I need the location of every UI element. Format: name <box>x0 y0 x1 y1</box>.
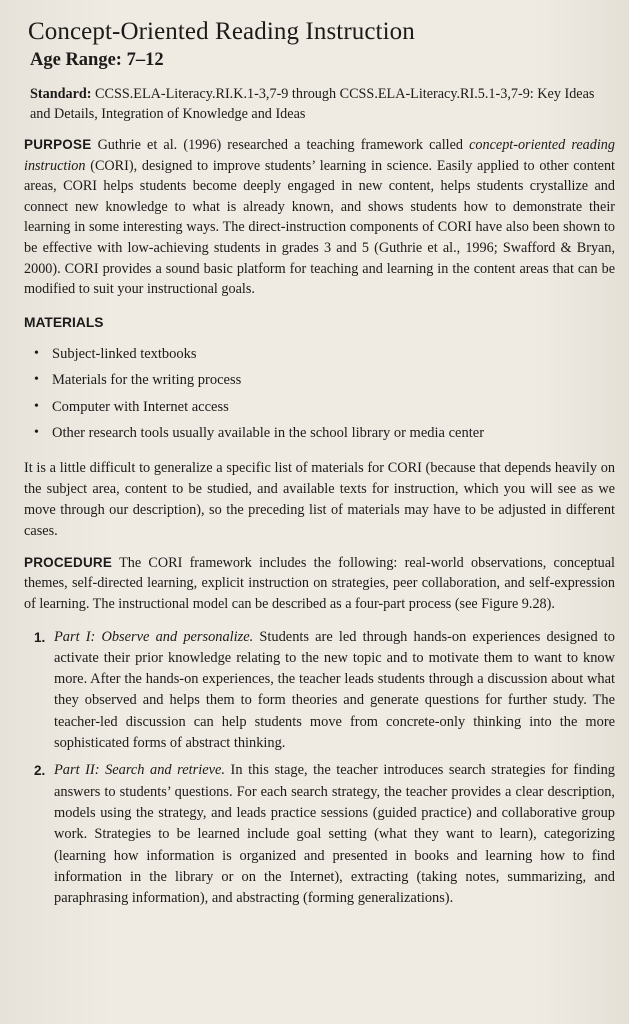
step-text: Students are led through hands-on experiences designed to activate their prior knowledge relating to the new topic and to motivate them to want to know more. After the hands-on experiences, the teacher leads students through a discussion about what they observed and helps them to form theories and generate questions for further study. The teacher-led discussion can help students move from concrete-only thinking into the more sophisticated forms of abstract thinking. <box>54 628 615 752</box>
step-number: 2. <box>34 763 46 779</box>
step-title: Part II: Search and retrieve. <box>54 762 225 779</box>
procedure-intro: The CORI framework includes the following: real-world observations, conceptual themes, self-directed learning, explicit instruction on strategies, peer collaboration, and self-expression of learning. The instructional model can be described as a four-part process (see Figure 9.28). <box>24 554 615 612</box>
list-item-text: Other research tools usually available in the school library or media center <box>52 425 485 442</box>
procedure-steps <box>24 627 615 910</box>
list-item <box>32 420 615 447</box>
procedure-step <box>24 760 615 909</box>
standard-label: Standard: <box>30 86 92 102</box>
standard-paragraph <box>30 84 615 124</box>
procedure-heading: PROCEDURE <box>24 554 113 570</box>
purpose-paragraph <box>24 135 615 300</box>
list-item <box>32 394 615 421</box>
purpose-italic-term: concept-oriented reading instruction <box>24 137 615 174</box>
list-item-text: Computer with Internet access <box>52 398 229 415</box>
procedure-paragraph <box>24 553 615 615</box>
purpose-heading: PURPOSE <box>24 137 92 152</box>
bullet-icon: • <box>34 372 39 388</box>
bullet-icon: • <box>34 345 39 361</box>
procedure-step <box>24 627 615 755</box>
bullet-icon: • <box>34 398 39 414</box>
materials-note: It is a little difficult to generalize a specific list of materials for CORI (because that depends heavily on the subject area, content to be studied, and available texts for instruction, which you will see as we move through our description), so the preceding list of materials may have to be adjusted in different cases. <box>24 459 615 539</box>
step-number: 1. <box>34 629 46 645</box>
list-item <box>32 367 615 394</box>
age-range: Age Range: 7–12 <box>30 50 164 70</box>
step-title: Part I: Observe and personalize. <box>54 628 254 645</box>
materials-list <box>24 341 615 447</box>
materials-heading: MATERIALS <box>24 314 104 330</box>
step-text: In this stage, the teacher introduces search strategies for finding answers to students’ questions. For each search strategy, the teacher provides a clear description, models using the strategy, and leads practice sessions (guided practice) and collaborative group work. Strategies to be learned include goal setting (what they want to learn), categorizing (learning how information is organized and presented in books and learning how to find information in the library or on the Internet), extracting (taking notes, summarizing, and paraphrasing information), and abstracting (forming generalizations). <box>54 762 615 907</box>
list-item-text: Materials for the writing process <box>52 372 242 389</box>
list-item-text: Subject-linked textbooks <box>52 345 197 362</box>
page-title: Concept-Oriented Reading Instruction <box>28 18 415 45</box>
bullet-icon: • <box>34 425 39 441</box>
standard-text: CCSS.ELA-Literacy.RI.K.1-3,7-9 through CCSS.ELA-Literacy.RI.5.1-3,7-9: Key Ideas and Details, Integration of Knowledge and Ideas <box>30 86 595 122</box>
purpose-text-2: (CORI), designed to improve students’ learning in science. Easily applied to other content areas, CORI helps students become deeply engaged in new content, helps students crystallize and connect new knowledge to what is already known, and shows students how to demonstrate their learning in some interesting ways. The direct-instruction components of CORI have also been shown to be effective with low-achieving students in grades 3 and 5 (Guthrie et al., 1996; Swafford & Bryan, 2000). CORI provides a sound basic platform for teaching and learning in the content areas that can be modified to suit your instructional goals. <box>24 157 615 298</box>
list-item <box>32 341 615 368</box>
purpose-text-1: Guthrie et al. (1996) researched a teaching framework called <box>91 137 470 153</box>
